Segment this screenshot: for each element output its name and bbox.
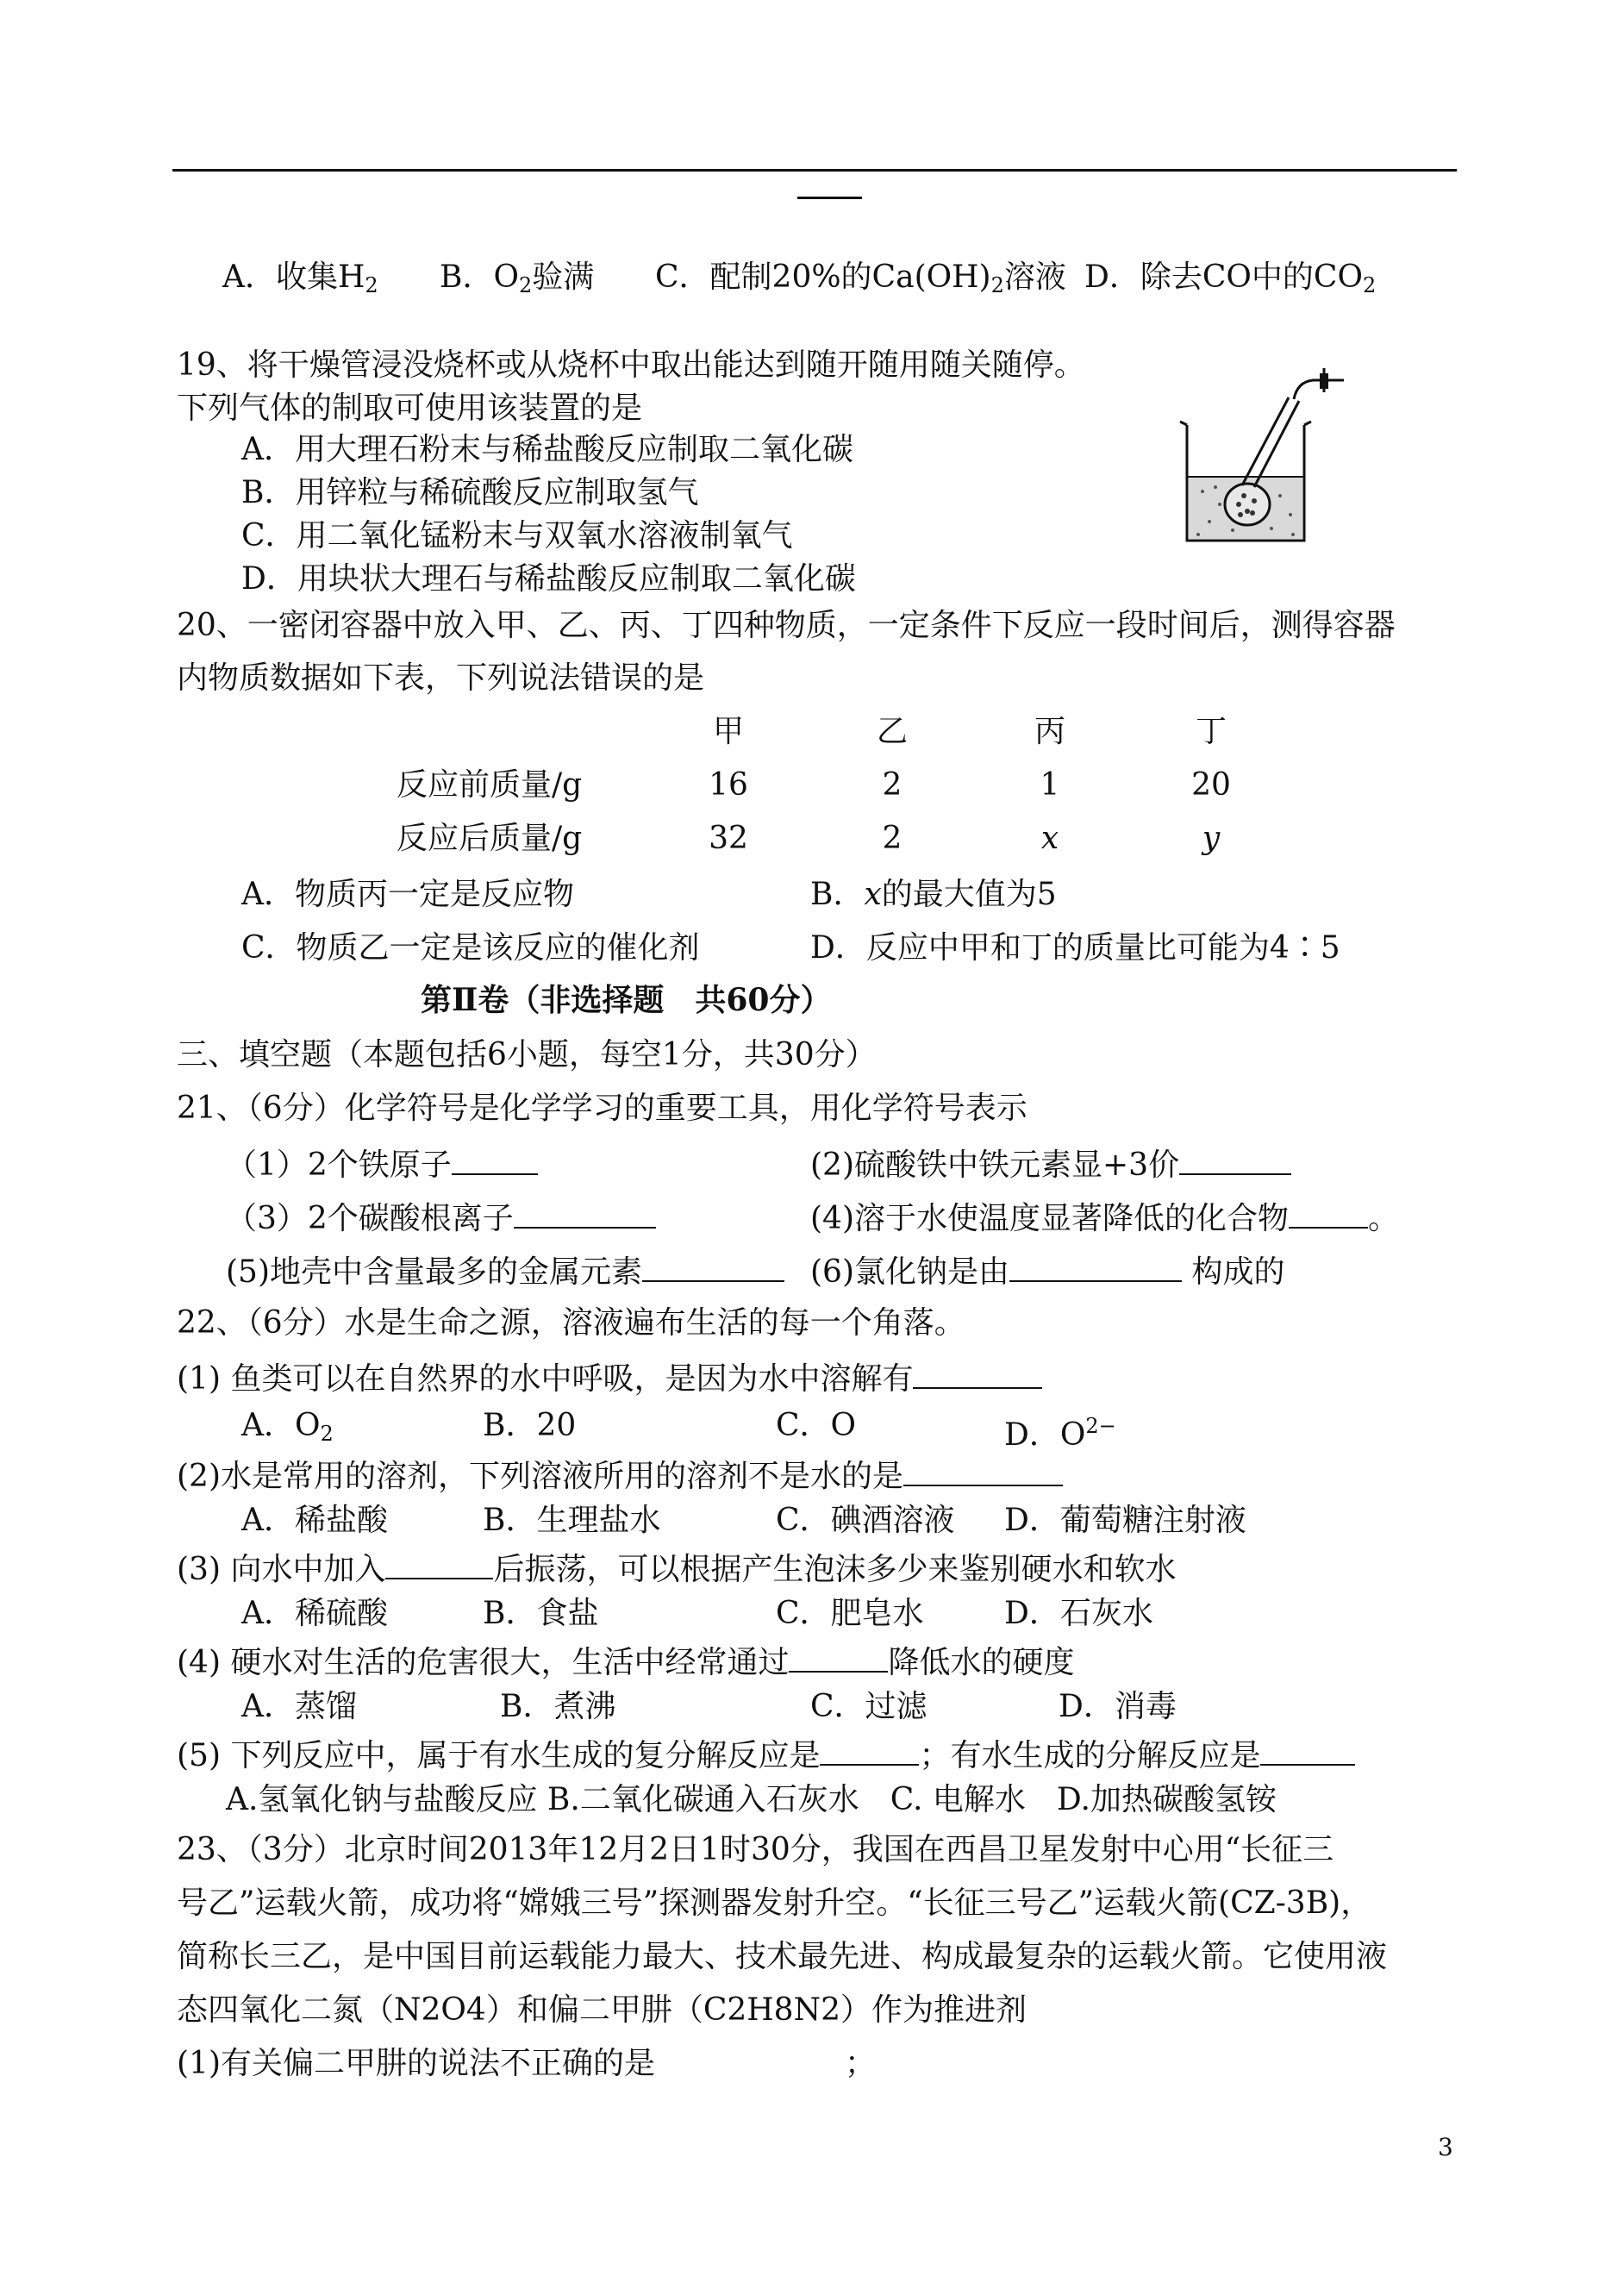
q22-p5-options: A.氢氧化钠与盐酸反应 B.二氧化碳通入石灰水 C. 电解水 D.加热碳酸氢铵 <box>226 1782 1277 1817</box>
table-cell: y <box>1202 821 1221 856</box>
q22-p3-option-c: C．肥皂水 <box>776 1596 924 1631</box>
answer-blank[interactable] <box>1009 1251 1182 1282</box>
q22-p4-option-c: C．过滤 <box>810 1689 928 1724</box>
q21-item-3: （3）2个碳酸根离子 <box>226 1198 656 1238</box>
table-cell: 2 <box>882 821 903 856</box>
part2-title: 第Ⅱ卷（非选择题 共60分） <box>421 982 832 1018</box>
q19-stem-line1: 19、将干燥管浸没烧杯或从烧杯中取出能达到随开随用随关随停。 <box>177 347 1085 383</box>
q18-option-a: A．收集$H_2$ <box>222 260 378 297</box>
table-header-cell: 丁 <box>1195 714 1227 749</box>
q22-p1-option-b: B．20 <box>483 1408 577 1443</box>
q22-p2-option-d: D．葡萄糖注射液 <box>1004 1503 1246 1538</box>
q20-option-d: D．反应中甲和丁的质量比可能为4∶5 <box>810 930 1340 966</box>
table-row-label: 反应前质量/g <box>397 767 583 803</box>
q22-part-2: (2)水是常用的溶剂，下列溶液所用的溶剂不是水的是 <box>177 1455 1063 1496</box>
q21-item-5: (5)地壳中含量最多的金属元素 <box>226 1251 784 1291</box>
answer-blank[interactable] <box>1289 1198 1368 1229</box>
q23-line1: 23、（3分）北京时间2013年12月2日1时30分，我国在西昌卫星发射中心用“长征三 <box>177 1832 1334 1867</box>
q20-option-b: B．x的最大值为5 <box>810 877 1057 912</box>
table-cell: 2 <box>882 767 903 803</box>
beaker-drying-tube-illustration <box>1168 366 1349 547</box>
q22-p1-option-d: D．$O^{2-}$ <box>1004 1414 1116 1453</box>
q23-line3: 简称长三乙，是中国目前运载能力最大、技术最先进、构成最复杂的运载火箭。它使用液 <box>177 1939 1388 1974</box>
q21-stem: 21、（6分）化学符号是化学学习的重要工具，用化学符号表示 <box>177 1091 1027 1126</box>
answer-blank[interactable] <box>385 1548 493 1579</box>
table-row-label: 反应后质量/g <box>397 821 583 856</box>
q22-p2-option-c: C．碘酒溶液 <box>776 1503 955 1538</box>
q22-p4-option-a: A．蒸馏 <box>241 1689 357 1724</box>
section3-title: 三、填空题（本题包括6小题，每空1分，共30分） <box>177 1037 877 1072</box>
q18-option-b: B．$O_2$验满 <box>440 260 595 297</box>
q21-item-4: (4)溶于水使温度显著降低的化合物 。 <box>810 1198 1399 1238</box>
answer-blank[interactable] <box>452 1144 538 1175</box>
q21-item-6: (6)氯化钠是由 构成的 <box>810 1251 1284 1291</box>
q19-option-d: D．用块状大理石与稀盐酸反应制取二氧化碳 <box>241 561 856 597</box>
answer-blank[interactable] <box>789 1642 888 1673</box>
q22-part-4: (4) 硬水对生活的危害很大，生活中经常通过 降低水的硬度 <box>177 1642 1074 1682</box>
q20-stem-line1: 20、一密闭容器中放入甲、乙、丙、丁四种物质，一定条件下反应一段时间后，测得容器 <box>177 608 1396 643</box>
table-header-cell: 乙 <box>876 714 908 749</box>
q19-stem-line2: 下列气体的制取可使用该装置的是 <box>177 391 643 426</box>
q22-p2-option-a: A．稀盐酸 <box>241 1503 388 1538</box>
q22-p3-option-d: D．石灰水 <box>1004 1596 1153 1631</box>
answer-blank[interactable] <box>514 1198 656 1229</box>
page-number: 3 <box>1438 2133 1453 2161</box>
q22-p3-option-a: A．稀硫酸 <box>241 1596 388 1631</box>
table-cell: 20 <box>1191 767 1231 803</box>
q19-option-c: C．用二氧化锰粉末与双氧水溶液制氧气 <box>241 518 793 553</box>
q22-p1-option-c: C．O <box>776 1408 857 1443</box>
table-cell: 1 <box>1040 767 1060 803</box>
q23-line2: 号乙”运载火箭，成功将“嫦娥三号”探测器发射升空。“长征三号乙”运载火箭(CZ-3B)， <box>177 1885 1372 1921</box>
q22-p2-option-b: B．生理盐水 <box>483 1503 661 1538</box>
table-header-cell: 甲 <box>712 714 744 749</box>
q22-part-1: (1) 鱼类可以在自然界的水中呼吸，是因为水中溶解有 <box>177 1358 1042 1398</box>
q22-p4-option-d: D．消毒 <box>1059 1689 1177 1724</box>
q20-option-a: A．物质丙一定是反应物 <box>241 877 574 912</box>
table-cell: 32 <box>709 821 748 856</box>
q18-option-c: C．配制20%的$Ca(OH)_2$溶液 <box>655 260 1066 297</box>
q22-stem: 22、（6分）水是生命之源，溶液遍布生活的每一个角落。 <box>177 1305 965 1341</box>
answer-blank[interactable] <box>903 1455 1063 1486</box>
q20-option-c: C．物质乙一定是该反应的催化剂 <box>241 930 700 966</box>
header-rule <box>172 169 1457 172</box>
q22-p1-option-a: A．$O_2$ <box>241 1408 334 1446</box>
header-short-rule <box>797 197 862 199</box>
q21-item-1: （1）2个铁原子 <box>226 1144 538 1185</box>
answer-blank[interactable] <box>642 1251 784 1282</box>
table-cell: 16 <box>709 767 748 803</box>
answer-blank[interactable] <box>820 1735 919 1766</box>
q22-p3-option-b: B．食盐 <box>483 1596 599 1631</box>
q22-part-5: (5) 下列反应中，属于有水生成的复分解反应是 ；有水生成的分解反应是 <box>177 1735 1355 1775</box>
table-cell: x <box>1040 821 1059 856</box>
q18-option-d: D．除去CO中的$CO_2$ <box>1084 260 1377 297</box>
q21-item-2: (2)硫酸铁中铁元素显+3价 <box>810 1144 1291 1185</box>
q22-part-3: (3) 向水中加入 后振荡，可以根据产生泡沫多少来鉴别硬水和软水 <box>177 1548 1176 1589</box>
answer-blank[interactable] <box>1179 1144 1291 1175</box>
q19-option-a: A．用大理石粉末与稀盐酸反应制取二氧化碳 <box>241 432 853 467</box>
table-header-cell: 丙 <box>1034 714 1065 749</box>
q22-p4-option-b: B．煮沸 <box>500 1689 616 1724</box>
q19-option-b: B．用锌粒与稀硫酸反应制取氢气 <box>241 475 699 510</box>
q23-part-1: (1)有关偏二甲肼的说法不正确的是 ； <box>177 2046 877 2081</box>
q20-stem-line2: 内物质数据如下表，下列说法错误的是 <box>177 660 705 696</box>
answer-blank[interactable] <box>913 1358 1042 1389</box>
q23-line4: 态四氧化二氮（N2O4）和偏二甲肼（C2H8N2）作为推进剂 <box>177 1992 1027 2028</box>
answer-blank[interactable] <box>1260 1735 1355 1766</box>
